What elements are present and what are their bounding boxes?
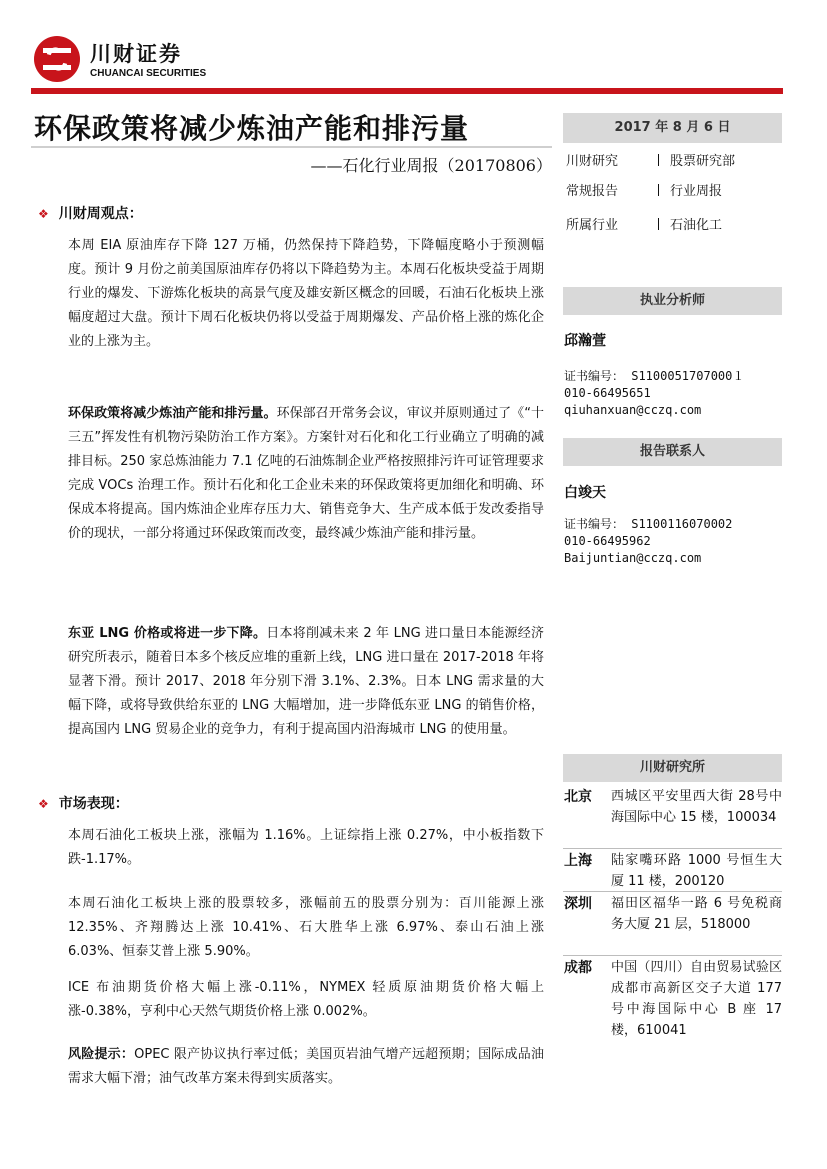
header-divider — [31, 88, 783, 94]
logo-chinese-name: 川财证券 — [90, 42, 182, 66]
office-address: 中国（四川）自由贸易试验区成都市高新区交子大道 177 号中海国际中心 B 座 17 楼，610041 — [611, 960, 782, 1038]
paragraph-weekly-view: 本周 EIA 原油库存下降 127 万桶，仍然保持下降趋势，下降幅度略小于预测幅度。预计 9 月份之前美国原油库存仍将以下降趋势为主。本周石化板块受益于周期行业的爆发、下游炼化板块的高景气度及雄安新区概念的回暖，石油石化板块上涨幅度超过大盘。预计下周石化板块仍将以受益于周期爆发、产品价格上涨的炼化企业的上涨为主。 — [68, 238, 544, 349]
meta-row: 川财研究 股票研究部 — [566, 154, 736, 169]
office-city: 深圳 — [564, 896, 592, 912]
analyst-header: 执业分析师 — [563, 287, 782, 315]
contact-phone: 010-66495962 — [564, 534, 651, 548]
office-divider — [563, 848, 782, 849]
paragraph-environmental-policy: 环保政策将减少炼油产能和排污量。环保部召开常务会议，审议并原则通过了《“十三五”挥发性有机物污染防治工作方案》。方案针对石化和化工行业确立了明确的减排目标。250 家总炼油能力 7.1 亿吨的石油炼制企业严格按照排污许可证管理要求完成 VOCs 治理工作。预计石化和化工企业未来的环保政策将更加细化和明确、环保成本将提高。国内炼油企业库存压力大、销售竞争大、生产成本低于发改委指导价的现状，一部分将通过环保政策而改变，最终减少炼油产能和排污量。 — [68, 406, 544, 541]
paragraph-market-2: 本周石油化工板块上涨的股票较多，涨幅前五的股票分别为：百川能源上涨 12.35%、齐翔腾达上涨 10.41%、石大胜华上涨 6.97%、泰山石油上涨 6.03%、恒泰艾普上涨 5.90%。 — [68, 896, 544, 959]
logo-english-name: CHUANCAI SECURITIES — [90, 68, 207, 79]
office-city: 上海 — [564, 853, 592, 869]
analyst-cert: 证书编号： S1100051707000１ — [564, 369, 745, 383]
analyst-name: 邱瀚萱 — [564, 333, 606, 349]
meta-row: 常规报告 行业周报 — [566, 184, 723, 199]
diamond-bullet-icon: ❖ — [38, 797, 49, 811]
paragraph-lead: 东亚 LNG 价格或将进一步下降。 — [68, 626, 267, 641]
office-address: 陆家嘴环路 1000 号恒生大厦 11 楼，200120 — [611, 853, 782, 889]
paragraph-lead: 环保政策将减少炼油产能和排污量。 — [68, 406, 277, 421]
diamond-bullet-icon: ❖ — [38, 207, 49, 221]
report-title: 环保政策将减少炼油产能和排污量 — [34, 112, 470, 145]
contact-header: 报告联系人 — [563, 438, 782, 466]
paragraph-lead: 风险提示： — [68, 1047, 135, 1062]
contact-name: 白竣天 — [564, 485, 606, 501]
office-divider — [563, 955, 782, 956]
office-address: 福田区福华一路 6 号免税商务大厦 21 层，518000 — [611, 896, 782, 932]
contact-cert: 证书编号： S1100116070002 — [564, 517, 733, 531]
section-heading-view: ❖ 川财周观点： — [38, 206, 143, 222]
report-subtitle: ——石化行业周报（20170806） — [310, 156, 552, 175]
meta-row: 所属行业 石油化工 — [566, 218, 723, 233]
analyst-phone: 010-66495651 — [564, 386, 651, 400]
title-divider — [31, 146, 552, 148]
report-date: 2017 年 8 月 6 日 — [563, 113, 782, 143]
section-heading-market: ❖ 市场表现： — [38, 796, 129, 812]
office-divider — [563, 891, 782, 892]
office-city: 北京 — [564, 789, 592, 805]
logo-emblem-icon — [34, 36, 80, 82]
institute-header: 川财研究所 — [563, 754, 782, 782]
paragraph-market-1: 本周石油化工板块上涨，涨幅为 1.16%。上证综指上涨 0.27%，中小板指数下跌-1.17%。 — [68, 828, 544, 867]
office-address: 西城区平安里西大街 28号中海国际中心 15 楼，100034 — [611, 789, 782, 825]
analyst-email[interactable]: qiuhanxuan@cczq.com — [564, 403, 702, 417]
contact-email[interactable]: Baijuntian@cczq.com — [564, 551, 702, 565]
paragraph-risk: 风险提示：OPEC 限产协议执行率过低；美国页岩油气增产远超预期；国际成品油需求大幅下滑；油气改革方案未得到实质落实。 — [68, 1047, 544, 1086]
company-logo — [34, 36, 207, 86]
paragraph-lng: 东亚 LNG 价格或将进一步下降。日本将削减未来 2 年 LNG 进口量日本能源经济研究所表示，随着日本多个核反应堆的重新上线，LNG 进口量在 2017-2018 年将显著下滑。预计 2017、2018 年分别下滑 3.1%、2.3%。日本 LNG 需求量的大幅下降，或将导致供给东亚的 LNG 大幅增加，进一步降低东亚 LNG 的销售价格，提高国内 LNG 贸易企业的竞争力，有利于提高国内沿海城市 LNG 的使用量。 — [68, 626, 545, 737]
office-city: 成都 — [564, 960, 592, 976]
paragraph-market-3: ICE 布油期货价格大幅上涨-0.11%，NYMEX 轻质原油期货价格大幅上涨-0.38%，亨利中心天然气期货价格上涨 0.002%。 — [68, 980, 544, 1019]
